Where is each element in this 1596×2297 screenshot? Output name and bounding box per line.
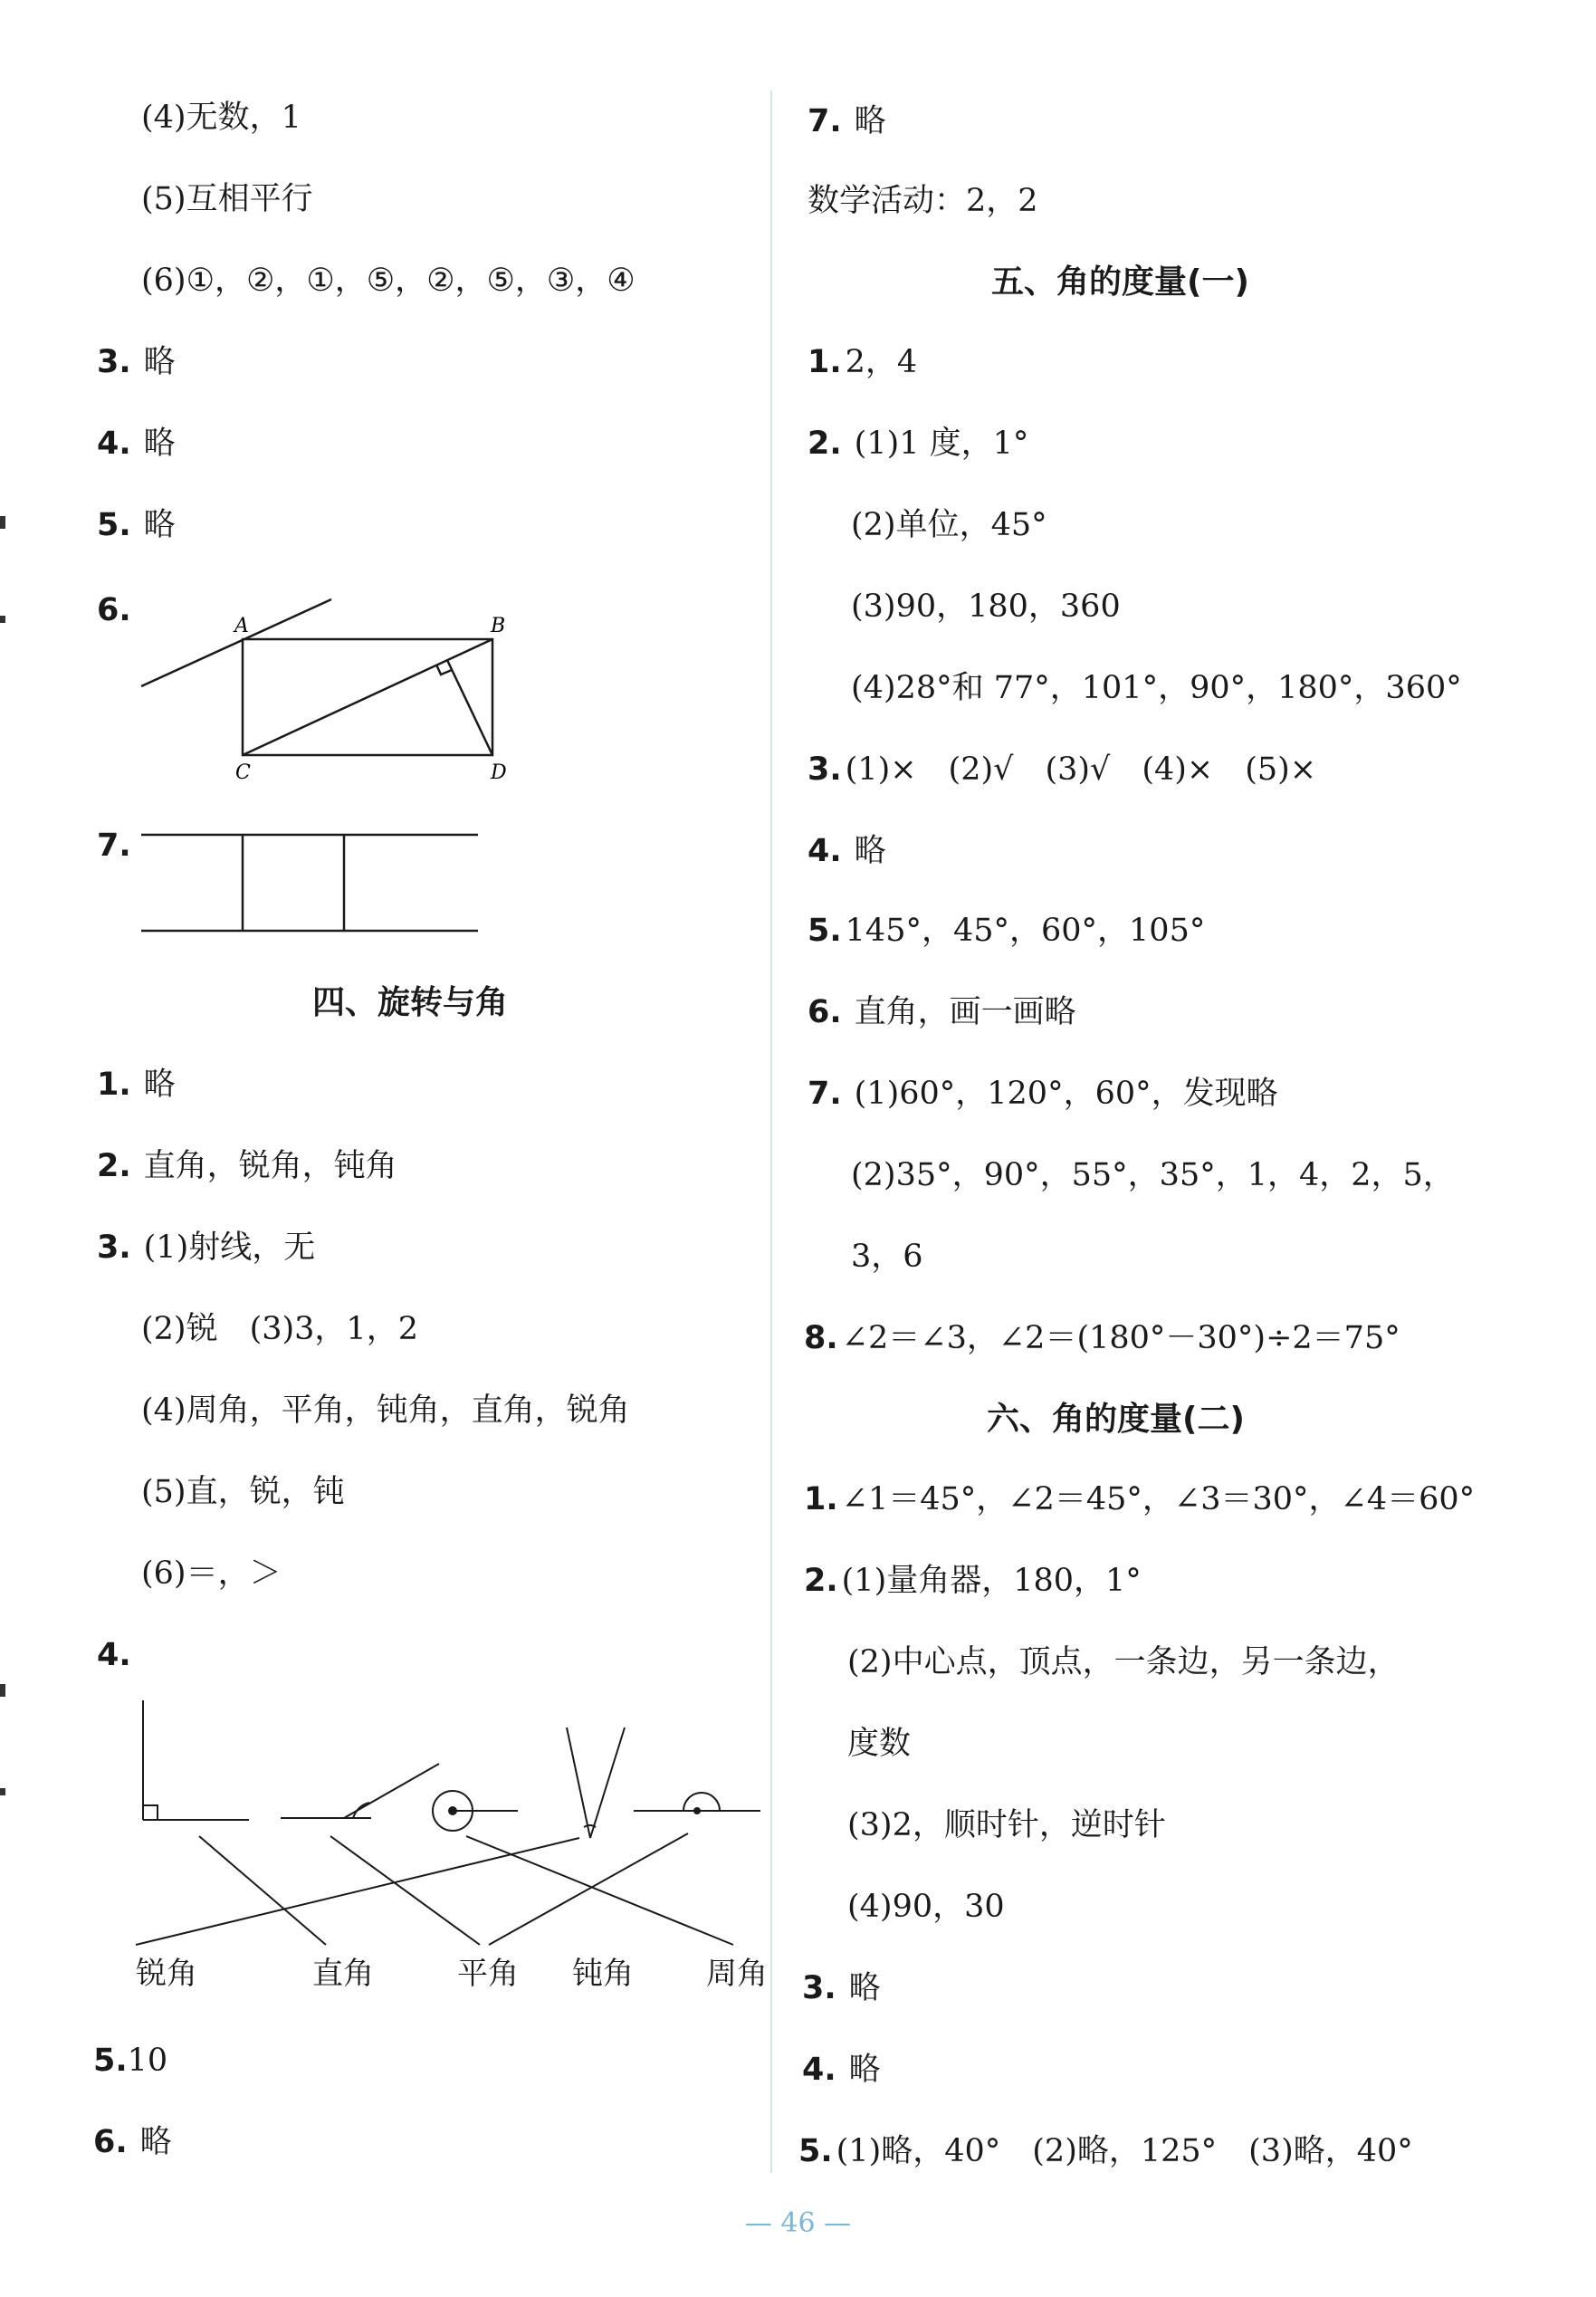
answer-s5-1	[808, 342, 917, 382]
point-label-a: A	[234, 615, 249, 637]
answer-line: (4)90，30	[847, 1889, 1005, 1925]
answer-line: (2)锐 (3)3，1，2	[141, 1311, 418, 1347]
answer-line: (5)互相平行	[141, 181, 313, 217]
item-text: 略	[139, 2124, 172, 2160]
angle-label-straight: 平角	[457, 1956, 519, 1992]
angle-label-obtuse: 钝角	[572, 1956, 634, 1992]
point-label-c: C	[235, 761, 251, 784]
item-number: 4.	[802, 2052, 836, 2088]
item-text: (1)60°，120°，60°，发现略	[854, 1076, 1278, 1112]
item-number: 7.	[808, 1076, 842, 1112]
item-number: 5.	[808, 913, 842, 949]
answer-s5-3	[808, 750, 1316, 790]
answer-line: (4)周角，平角，钝角，直角，锐角	[141, 1393, 630, 1429]
item-text: (1)射线，无	[143, 1230, 316, 1266]
answer-line: (6)①，②，①，⑤，②，⑤，③，④	[141, 263, 636, 299]
item-number: 3.	[97, 344, 131, 380]
answer-s4-3	[97, 1228, 315, 1268]
item-text: 略	[143, 426, 176, 462]
answer-line: (6)＝，＞	[141, 1555, 282, 1592]
answer-s6-4	[802, 2050, 881, 2090]
item-number: 6.	[97, 592, 131, 628]
section-title-4: 四、旋转与角	[312, 984, 509, 1021]
answer-s5-2	[808, 424, 1028, 464]
answer-line: 度数	[847, 1726, 912, 1762]
answer-4	[97, 424, 176, 464]
answer-s6-3	[802, 1968, 881, 2008]
item-number: 5.	[97, 507, 131, 543]
item-number: 5.	[93, 2043, 128, 2079]
item-number: 7.	[808, 103, 842, 139]
item-number: 3.	[808, 751, 842, 788]
item-number: 4.	[808, 833, 842, 869]
item-number: 3.	[802, 1970, 836, 2006]
page-number: — 46 —	[744, 2207, 852, 2239]
item-text: 略	[854, 103, 886, 139]
item-text: (1)1 度，1°	[854, 426, 1029, 462]
item-text: 略	[143, 507, 176, 543]
answer-s4-2	[97, 1146, 397, 1186]
right-column	[779, 0, 1596, 2297]
section-title-5: 五、角的度量(一)	[991, 263, 1249, 301]
item-number: 3.	[97, 1230, 131, 1266]
math-activity: 数学活动：2，2	[808, 183, 1038, 219]
answer-s4-1	[97, 1065, 176, 1105]
point-label-d: D	[491, 761, 507, 784]
item-text: ∠1＝45°，∠2＝45°，∠3＝30°，∠4＝60°	[841, 1481, 1476, 1517]
item-text: (1)略，40° (2)略，125° (3)略，40°	[836, 2133, 1413, 2169]
angle-label-right: 直角	[312, 1956, 374, 1992]
item-number: 1.	[808, 344, 842, 380]
item-text: 直角，锐角，钝角	[143, 1148, 397, 1184]
answer-line: (5)直，锐，钝	[141, 1474, 345, 1510]
answer-s5-4	[808, 831, 886, 871]
answer-line: (3)2，顺时针，逆时针	[847, 1807, 1166, 1843]
item-text: 略	[848, 1970, 881, 2006]
item-text: 直角，画一画略	[854, 994, 1076, 1030]
item-number: 1.	[804, 1481, 838, 1517]
item-number: 4.	[97, 1637, 131, 1673]
item-text: (1)× (2)√ (3)√ (4)× (5)×	[845, 751, 1317, 788]
answer-7	[808, 101, 886, 141]
point-label-b: B	[491, 615, 506, 637]
item-text: ∠2＝∠3，∠2＝(180°－30°)÷2＝75°	[841, 1320, 1400, 1356]
item-text: 2，4	[845, 344, 918, 380]
figure-parallel-lines	[136, 824, 489, 942]
answer-line: (3)90，180，360	[851, 589, 1121, 625]
angle-label-full: 周角	[706, 1956, 768, 1992]
answer-3	[97, 342, 176, 382]
answer-s4-5	[93, 2041, 167, 2081]
answer-line: 3，6	[851, 1239, 923, 1275]
item-number: 8.	[804, 1320, 838, 1356]
answer-s5-8	[804, 1318, 1400, 1358]
answer-s5-7	[808, 1074, 1278, 1114]
answer-s6-1	[804, 1479, 1475, 1519]
item-number: 4.	[97, 426, 131, 462]
answer-5	[97, 505, 176, 545]
item-text: 略	[143, 344, 176, 380]
item-number: 2.	[804, 1563, 838, 1599]
answer-s5-5	[808, 911, 1205, 951]
column-divider	[770, 91, 772, 2173]
answer-line: (2)中心点，顶点，一条边，另一条边，	[847, 1644, 1400, 1680]
item-text: 145°，45°，60°，105°	[845, 913, 1206, 949]
angle-label-acute: 锐角	[136, 1956, 197, 1992]
figure-rectangle-abcd	[136, 589, 516, 788]
item-number: 2.	[97, 1148, 131, 1184]
item-number: 6.	[808, 994, 842, 1030]
item-number: 2.	[808, 426, 842, 462]
item-number: 7.	[97, 828, 131, 864]
left-column	[0, 0, 769, 2297]
item-number: 6.	[93, 2124, 128, 2160]
item-number: 1.	[97, 1067, 131, 1103]
answer-line: (2)35°，90°，55°，35°，1，4，2，5，	[851, 1157, 1455, 1193]
section-title-6: 六、角的度量(二)	[987, 1401, 1245, 1438]
answer-line: (2)单位，45°	[851, 507, 1047, 543]
figure-angle-matching	[127, 1693, 769, 1974]
item-text: 略	[848, 2052, 881, 2088]
answer-s4-6	[93, 2122, 172, 2162]
answer-line: (4)无数，1	[141, 100, 301, 136]
answer-s4-4	[97, 1635, 144, 1675]
answer-s5-6	[808, 992, 1076, 1032]
item-text: 10	[127, 2043, 168, 2079]
item-text: (1)量角器，180，1°	[841, 1563, 1142, 1599]
item-number: 5.	[798, 2133, 833, 2169]
answer-s6-5	[798, 2131, 1413, 2171]
item-text: 略	[143, 1067, 176, 1103]
item-text: 略	[854, 833, 886, 869]
answer-line: (4)28°和 77°，101°，90°，180°，360°	[851, 670, 1462, 706]
answer-s6-2	[804, 1561, 1142, 1601]
